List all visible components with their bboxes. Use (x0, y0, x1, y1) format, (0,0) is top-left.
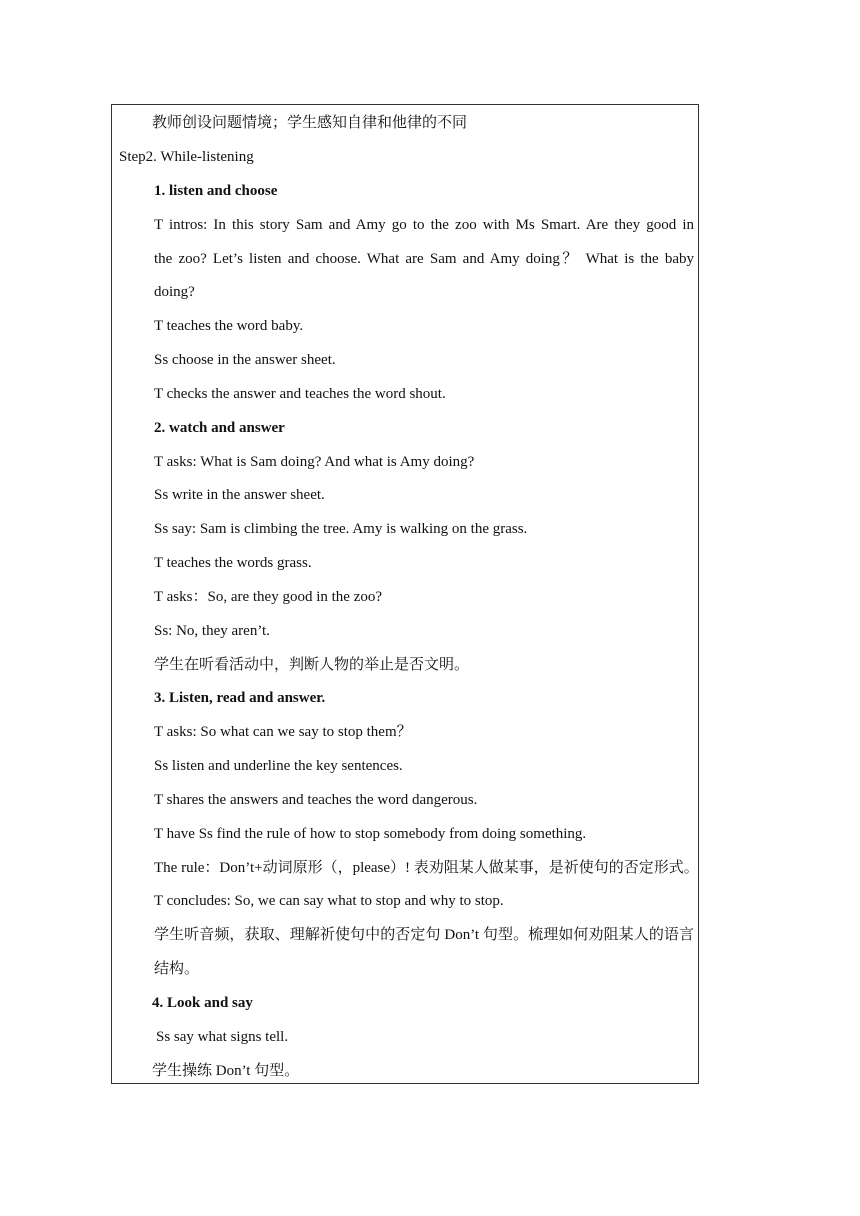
text-line: 结构。 (154, 961, 200, 977)
section-heading: 1. listen and choose (154, 183, 278, 199)
lesson-plan-table-cell (111, 104, 699, 1084)
text-line: T checks the answer and teaches the word shout. (154, 386, 446, 402)
text-line: T asks: What is Sam doing? And what is Amy doing? (154, 454, 475, 470)
text-line: 教师创设问题情境；学生感知自律和他律的不同 (152, 115, 468, 131)
section-heading: 4. Look and say (152, 995, 253, 1011)
text-line: the zoo? Let’s listen and choose. What are Sam and Amy doing？ What is the baby (154, 251, 694, 267)
step-heading: Step2. While-listening (119, 149, 254, 165)
text-line: Ss write in the answer sheet. (154, 487, 325, 503)
text-line: The rule：Don’t+动词原形（，please）! 表劝阻某人做某事，是祈使句的否定形式。 (154, 860, 699, 876)
text-line: T intros: In this story Sam and Amy go to the zoo with Ms Smart. Are they good in (154, 217, 694, 233)
text-line: T shares the answers and teaches the word dangerous. (154, 792, 478, 808)
text-line: T asks: So what can we say to stop them？ (154, 724, 412, 740)
text-line: Ss say what signs tell. (156, 1029, 289, 1045)
text-line: doing? (154, 284, 195, 300)
text-line: T teaches the word baby. (154, 318, 304, 334)
text-line: Ss say: Sam is climbing the tree. Amy is walking on the grass. (154, 521, 528, 537)
text-line: 学生听音频，获取、理解祈使句中的否定句 Don’t 句型。梳理如何劝阻某人的语言 (154, 927, 694, 943)
section-heading: 2. watch and answer (154, 420, 285, 436)
text-line: T have Ss find the rule of how to stop somebody from doing something. (154, 826, 587, 842)
text-line: 学生在听看活动中，判断人物的举止是否文明。 (154, 657, 470, 673)
text-line: Ss listen and underline the key sentences. (154, 758, 403, 774)
text-line: 学生操练 Don’t 句型。 (152, 1063, 300, 1079)
section-heading: 3. Listen, read and answer. (154, 690, 326, 706)
text-line: T teaches the words grass. (154, 555, 312, 571)
text-line: T asks：So, are they good in the zoo? (154, 589, 383, 605)
text-line: Ss choose in the answer sheet. (154, 352, 336, 368)
text-line: Ss: No, they aren’t. (154, 623, 270, 639)
text-line: T concludes: So, we can say what to stop and why to stop. (154, 893, 504, 909)
